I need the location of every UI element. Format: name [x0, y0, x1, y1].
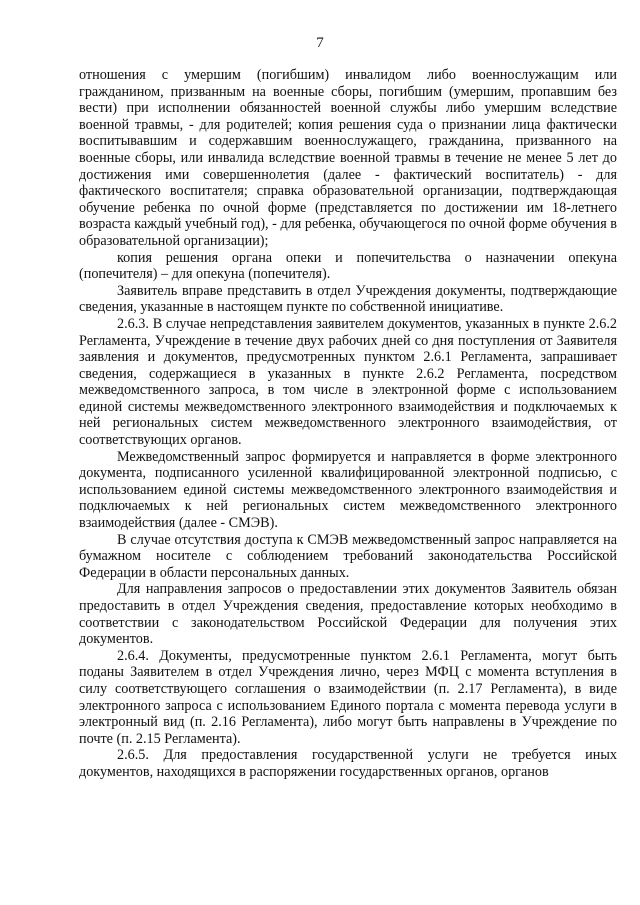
- document-text: [79, 67, 617, 781]
- paragraph-no-smev-access: В случае отсутствия доступа к СМЭВ межведомственный запрос направляется на бумажном носителе с соблюдением требований законодательства Российской Федерации в области персональных данных.: [79, 531, 617, 581]
- page-number: 7: [316, 35, 324, 51]
- paragraph-2-6-4: 2.6.4. Документы, предусмотренные пунктом 2.6.1 Регламента, могут быть поданы Заявителем в отдел Учреждения лично, через МФЦ с момента вступления в силу соответствующего соглашения о взаимодействии (п. 2.17 Регламента), в виде электронного запроса с использованием Единого портала с момента перевода услуги в электронный вид (п. 2.16 Регламента), либо могут быть направлены в Учреждение по почте (п. 2.15 Регламента).: [79, 647, 617, 747]
- paragraph-2-6-5: 2.6.5. Для предоставления государственной услуги не требуется иных документов, находящихся в распоряжении государственных органов, органов: [79, 747, 617, 780]
- paragraph-interagency-request: Межведомственный запрос формируется и направляется в форме электронного документа, подписанного усиленной квалифицированной электронной подписью, с использованием единой системы межведомственного электронного взаимодействия и подключаемых к ней региональных систем межведомственного электронного взаимодействия (далее - СМЭВ).: [79, 448, 617, 532]
- paragraph-2-6-3: 2.6.3. В случае непредставления заявителем документов, указанных в пункте 2.6.2 Регламента, Учреждение в течение двух рабочих дней со дня поступления от Заявителя заявления и документов, предусмотренных пунктом 2.6.1 Регламента, запрашивает сведения, содержащиеся в указанных в пункте 2.6.2 Регламента, посредством межведомственного запроса, в том числе в электронной форме с использованием единой системы межведомственного электронного взаимодействия и подключаемых к ней региональных систем межведомственного электронного взаимодействия, от соответствующих органов.: [79, 315, 617, 449]
- paragraph-continuation: отношения с умершим (погибшим) инвалидом либо военнослужащим или гражданином, призванным на военные сборы, погибшим (умершим, пропавшим без вести) при исполнении обязанностей военной службы либо умершим вследствие военной травмы, - для родителей; копия решения суда о признании лица фактически воспитывавшим и содержавшим военнослужащего, гражданина, призванного на военные сборы, или инвалида вследствие военной травмы в течение не менее 5 лет до достижения ими совершеннолетия (далее - фактический воспитатель) - для фактического воспитателя; справка образовательной организации, подтверждающая обучение ребенка по очной форме (представляется по достижении им 18-летнего возраста каждый учебный год), - для ребенка, обучающегося по очной форме обучения в образовательной организации);: [79, 67, 617, 249]
- paragraph-guardian-copy: копия решения органа опеки и попечительства о назначении опекуна (попечителя) – для опекуна (попечителя).: [79, 249, 617, 283]
- paragraph-own-initiative: Заявитель вправе представить в отдел Учреждения документы, подтверждающие сведения, указанные в настоящем пункте по собственной инициативе.: [79, 282, 617, 316]
- paragraph-request-info: Для направления запросов о предоставлении этих документов Заявитель обязан предоставить в отдел Учреждения сведения, предоставление которых необходимо в соответствии с законодательством Российской Федерации для получения этих документов.: [79, 581, 617, 648]
